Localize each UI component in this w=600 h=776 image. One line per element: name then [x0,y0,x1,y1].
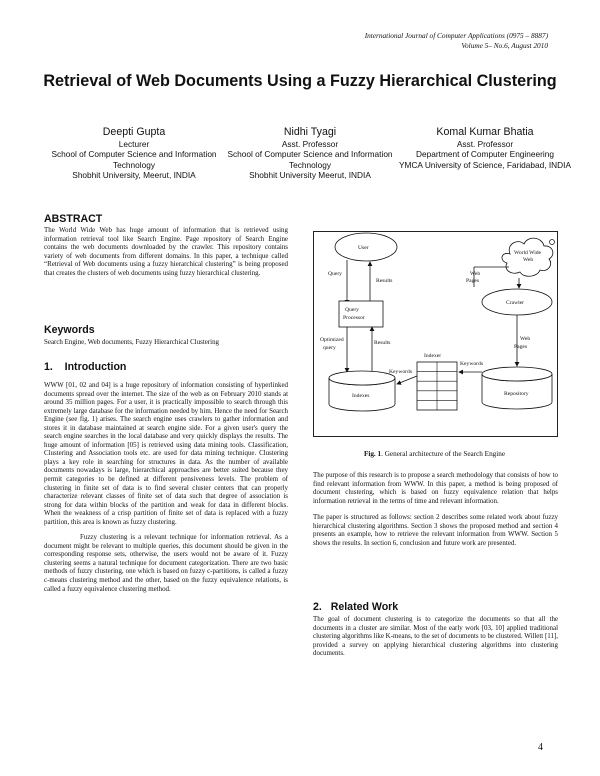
keywords-label-2: Keywords [460,361,483,367]
related-work-paragraph: The goal of document clustering is to categorize the documents so that all the documents in a cluster are similar. Most of the early work [03, 10] applied traditional clustering algorithms like K-means, to the set of documents to be clustered. Willett [11], provided a survey on applying hierarchical clustering algorithms into clustering documents. [313,615,558,658]
intro-paragraph-2: Fuzzy clustering is a relevant technique for information retrieval. As a document might be relevant to multiple queries, this document should be given in the corresponding response sets, otherwise, the users would not be aware of it. Fuzzy clustering seems a natural technique for document categorization. There are two basic methods of fuzzy clustering, one which is based on fuzzy c-partitions, is called a fuzzy c-means clustering method and the other, based on the fuzzy equivalence relations, is called a fuzzy equivalence clustering method. [44,533,288,593]
figure-caption-label: Fig. 1 [363,450,382,458]
author-affiliation: Shobhit University Meerut, INDIA [249,170,371,181]
intro-paragraph-1: WWW [01, 02 and 04] is a huge repository of information consisting of hyperlinked documents spread over the internet. The size of the web as on February 2010 stands at around 35 million pages. For a user, it is practically impossible to search through this extremely large database for the information needed by him. Hence the need for Search Engine (see fig. 1) arises. The search engine uses crawlers to gather information and stores it in database maintained at search engine side. For a given user's query the search engine searches in the local database and very quickly displays the results. The huge amount of information [05] is retrieved using data mining tools. Classification, Clustering and Association tools etc. are used for data mining technique. Clustering plays a key role in searching for structures in data. As the number of available documents nowadays is large, hierarchical approaches are better suited because they permit categories to be defined at different pensiveness levels. The problem of clustering in finite set of data is to find several cluster centers that can properly characterize relevant classes of finite set of data such that degree of association is strong for data within blocks of the partition and weak for data in different blocks. When the weakness of a crisp partition of finite set of data is replaced with a fuzzy partition, this area is known as fuzzy clustering. [44,381,288,526]
related-work-heading [313,601,398,613]
query-label: Query [328,271,342,277]
section-number: 1. [44,361,53,373]
right-column-body [313,471,558,547]
keywords-label-1: Keywords [389,369,412,375]
paper-title: Retrieval of Web Documents Using a Fuzzy Hierarchical Clustering [43,72,557,90]
abstract-text: The World Wide Web has huge amount of information that is retrieved using information retrieval tool like Search Engine. Page repository of Search Engine contains the web documents downloaded by the crawler. This repository contains variety of web documents from different domains. In this paper, a technique called “Retrieval of Web documents using a fuzzy hierarchical clustering” is being proposed that creates the clusters of web documents using fuzzy hierarchical clustering. [44,226,288,277]
crawler-label: Crawler [506,300,525,306]
purpose-paragraph: The purpose of this research is to propose a search methodology that consists of how to find relevant information from WWW. In this paper, a method is being proposed of document clustering, which is based on fuzzy equivalence relation that helps information retrieval in the terms of time and relevant information. [313,471,558,505]
optimized-label-2: query [323,345,336,351]
results2-label: Results [374,340,391,346]
query-processor-node [339,301,383,327]
journal-volume: Volume 5– No.6, August 2010 [461,41,548,50]
section-title: Introduction [64,361,127,373]
author-role: Lecturer [118,139,150,149]
web-pages-label-2: Pages [466,278,480,284]
web-pages-label-3: Web [520,336,531,342]
qp-label-2: Processor [343,315,365,321]
author-role: Asst. Professor [281,139,339,149]
results-label: Results [376,278,393,284]
author-affiliation: Shobhit University, Meerut, INDIA [72,170,196,181]
indexes-label: Indexes [352,393,370,399]
repository-label: Repository [504,391,529,397]
author-block-1 [44,126,224,181]
web-pages-label-4: Pages [514,344,528,350]
author-block-3 [395,126,575,170]
journal-header [365,31,548,51]
author-dept: School of Computer Science and Information Technology [51,149,217,170]
section-number: 2. [313,601,322,613]
author-name: Komal Kumar Bhatia [436,126,534,138]
page-number: 4 [538,742,543,753]
architecture-diagram [314,232,557,436]
keywords-text: Search Engine, Web documents, Fuzzy Hierarchical Clustering [44,338,220,346]
author-dept: School of Computer Science and Information Technology [227,149,393,170]
web-pages-label-1: Web [470,271,481,277]
figure-caption [313,450,556,458]
journal-name: International Journal of Computer Applications (0975 – 8887) [364,31,548,40]
author-role: Asst. Professor [456,139,514,149]
user-label: User [358,245,369,251]
author-name: Nidhi Tyagi [283,126,337,138]
structure-paragraph: The paper is structured as follows: section 2 describes some related work about fuzzy hierarchical clustering algorithms. Section 3 shows the proposed method and section 4 presents an example, how to retrieve the relevant information from WWW. Section 5 shows the results. In section 6, conclusion and future work are presented. [313,513,558,547]
optimized-label-1: Optimized [320,337,344,343]
section-title: Related Work [330,601,399,613]
abstract-heading: ABSTRACT [44,213,103,225]
author-block-2 [220,126,400,181]
intro-heading [44,361,126,373]
author-affiliation: YMCA University of Science, Faridabad, INDIA [399,159,571,170]
author-dept: Department of Computer Engineering [416,149,554,160]
intro-body [44,381,288,593]
author-name: Deepti Gupta [102,126,166,138]
search-engine-architecture-figure [313,231,558,437]
qp-label-1: Query [345,307,359,313]
www-label-2: Web [523,257,534,263]
indexer-table [417,362,457,410]
www-label-1: World Wide [514,250,542,256]
keywords-heading: Keywords [44,324,95,336]
figure-caption-text: . General architecture of the Search Engine [381,450,506,458]
indexer-label: Indexer [424,353,442,359]
